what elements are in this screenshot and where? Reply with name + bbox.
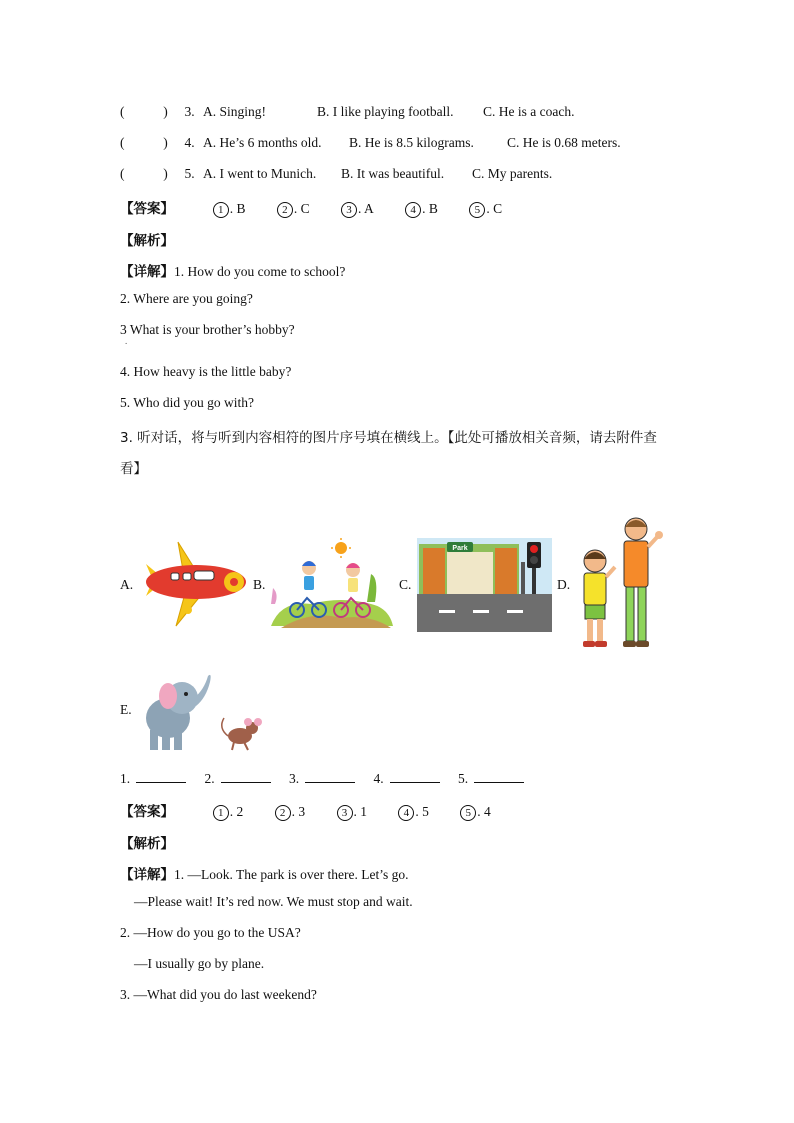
blank-3[interactable]: 3.: [289, 770, 355, 787]
detail-line: 2. —How do you go to the USA?: [120, 925, 301, 940]
answer-paren-close: ): [163, 166, 168, 181]
blank-5[interactable]: 5.: [458, 770, 524, 787]
kids-cycling-icon: [271, 538, 393, 631]
stray-dot: .: [125, 336, 128, 346]
answer-paren-open: (: [120, 166, 125, 181]
park-traffic-light-icon: [417, 538, 552, 632]
option-b: B. It was beautiful.: [341, 166, 445, 181]
blank-1[interactable]: 1.: [120, 770, 186, 787]
picture-label-b: B.: [253, 577, 266, 592]
park-sign: Park: [452, 545, 468, 552]
answer-item: 3 . 1: [337, 804, 368, 821]
question-number: 5.: [184, 166, 195, 181]
answer-label: 【答案】: [120, 201, 174, 216]
answer-item: 1 . B: [213, 201, 246, 218]
answer-paren-open: (: [120, 104, 125, 119]
detail-label: 【详解】: [120, 867, 174, 882]
blank-2[interactable]: 2.: [205, 770, 271, 787]
picture-label-c: C.: [399, 577, 412, 592]
detail-line: —I usually go by plane.: [134, 956, 265, 971]
option-a: A. Singing!: [203, 104, 267, 119]
answer-row: [120, 800, 519, 821]
option-b: B. I like playing football.: [317, 104, 454, 119]
option-c: C. My parents.: [472, 166, 553, 181]
detail-line: 【详解】1. How do you come to school?: [120, 264, 346, 279]
two-people-waving-icon: [575, 515, 665, 652]
question-number: 4.: [184, 135, 195, 150]
question-3: [120, 104, 195, 120]
section-title-cont: 看】: [120, 461, 147, 477]
answer-label: 【答案】: [120, 804, 174, 819]
analysis-label: 【解析】: [120, 233, 174, 248]
section-title: 3. 听对话，将与听到内容相符的图片序号填在横线上。【此处可播放相关音频，请去附件查: [120, 430, 657, 446]
option-c: C. He is a coach.: [483, 104, 575, 119]
picture-label-d: D.: [557, 577, 571, 592]
blank-4[interactable]: 4.: [374, 770, 440, 787]
elephant-and-mouse-icon: [138, 668, 278, 758]
question-number: 3.: [184, 104, 195, 119]
option-b: B. He is 8.5 kilograms.: [349, 135, 474, 150]
answer-paren-close: ): [163, 135, 168, 150]
detail-line: 2. Where are you going?: [120, 291, 253, 306]
option-c: C. He is 0.68 meters.: [507, 135, 621, 150]
answer-item: 5 . C: [469, 201, 502, 218]
answer-blanks: [120, 770, 539, 787]
detail-line: 3. —What did you do last weekend?: [120, 987, 317, 1002]
option-a: A. He’s 6 months old.: [203, 135, 322, 150]
option-a: A. I went to Munich.: [203, 166, 317, 181]
answer-item: 1 . 2: [213, 804, 244, 821]
answer-item: 2 . C: [277, 201, 310, 218]
answer-item: 3 . A: [341, 201, 374, 218]
picture-label-e: E.: [120, 702, 132, 717]
airplane-icon: [138, 538, 250, 630]
answer-paren-close: ): [163, 104, 168, 119]
answer-item: 5 . 4: [460, 804, 491, 821]
detail-label: 【详解】: [120, 264, 174, 279]
detail-line: 5. Who did you go with?: [120, 395, 254, 410]
detail-line: —Please wait! It’s red now. We must stop and wait.: [134, 894, 413, 909]
answer-item: 4 . 5: [398, 804, 429, 821]
answer-item: 2 . 3: [275, 804, 306, 821]
analysis-label: 【解析】: [120, 836, 174, 851]
answer-row: [120, 197, 530, 218]
detail-line: 4. How heavy is the little baby?: [120, 364, 292, 379]
answer-item: 4 . B: [405, 201, 438, 218]
question-4: [120, 135, 195, 151]
detail-line: 3 What is your brother’s hobby?: [120, 322, 295, 337]
detail-line: 【详解】1. —Look. The park is over there. Let’s go.: [120, 867, 409, 882]
question-5: [120, 166, 195, 182]
answer-paren-open: (: [120, 135, 125, 150]
picture-label-a: A.: [120, 577, 134, 592]
